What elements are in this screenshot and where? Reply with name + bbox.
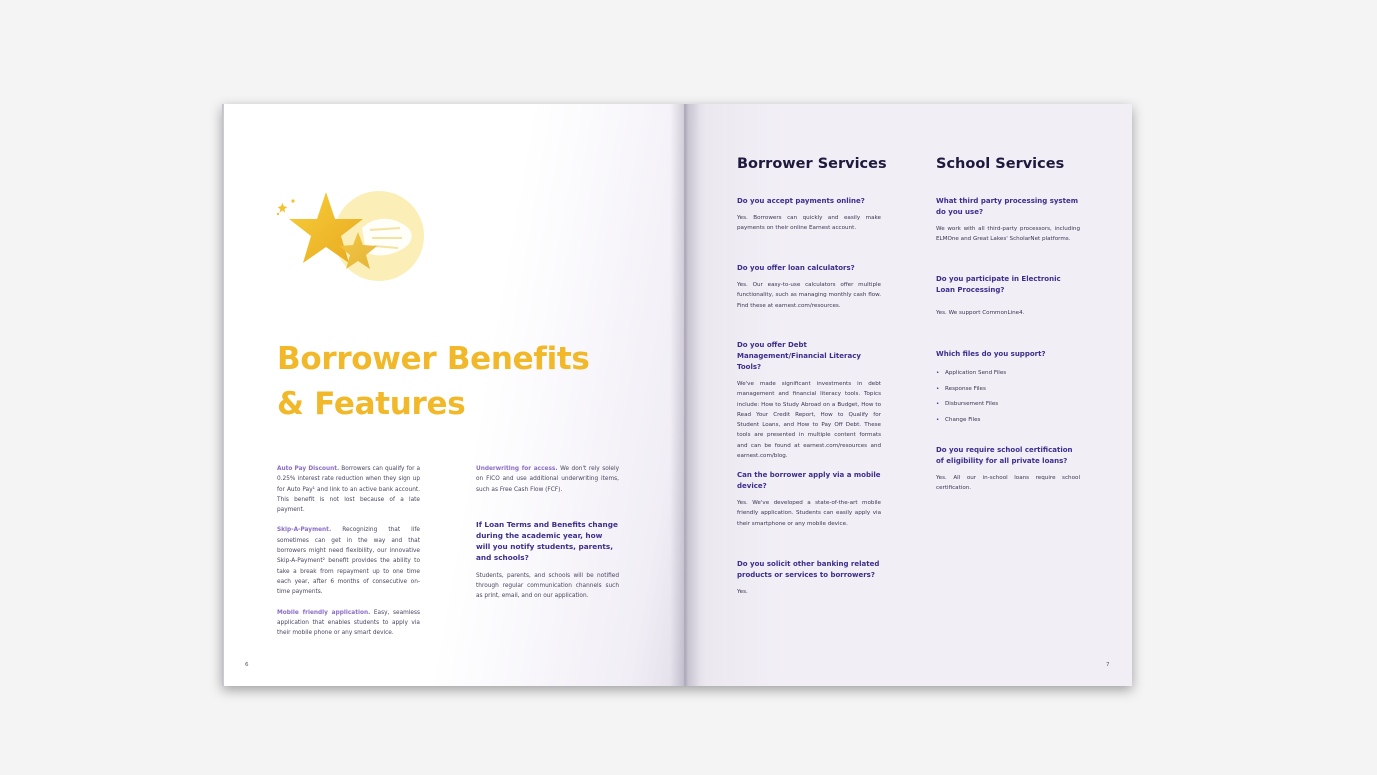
faq-loan-calculators: Do you offer loan calculators? Yes. Our easy-to-use calculators offer multiple functionality, such as managing monthly cash flow. Find these at earnest.com/resources. [737, 264, 881, 309]
answer-loan-terms: Students, parents, and schools will be notified through regular communication channels such as print, email, and on our application. [476, 572, 619, 600]
faq-payments-online: Do you accept payments online? Yes. Borrowers can quickly and easily make payments on their online Earnest account. [737, 197, 881, 232]
left-page [222, 104, 684, 686]
benefits-column-1 [277, 464, 420, 648]
faq-debt-management: Do you offer Debt Management/Financial Literacy Tools? We've made significant investments in debt management and financial literacy tools. Topics include: How to Study Abroad on a Budget, How to Read Your Credit Report, How to Qualify for Student Loans, and How to Pay Off Debt. These tools are presented in multiple content formats and can be found at earnest.com/resources and earnest.com/blog. [737, 341, 881, 460]
list-item: • Application Send Files [936, 366, 1080, 382]
faq-third-party-processing: What third party processing system do you use? We work with all third-party processors, including ELMOne and Great Lakes' ScholarNet platforms. [936, 197, 1080, 243]
page-number-left: 6 [245, 662, 249, 668]
supported-files-list [936, 366, 1080, 428]
title-line-2: & Features [277, 386, 466, 422]
title-line-1: Borrower Benefits [277, 341, 590, 377]
school-services-title: School Services [936, 156, 1065, 172]
page-number-right: 7 [1106, 662, 1110, 668]
right-page [684, 104, 1132, 686]
list-item: • Change Files [936, 413, 1080, 429]
page-title [277, 337, 597, 427]
faq-banking-products: Do you solicit other banking related products or services to borrowers? Yes. [737, 560, 880, 595]
benefit-skip-a-payment: Skip-A-Payment. Recognizing that life sometimes can get in the way and that borrowers might need flexibility, our innovative Skip-A-Payment² benefit provides the ability to take a break from repayment up to one time each year, after 6 months of consecutive on-time payments. [277, 527, 420, 596]
benefit-underwriting: Underwriting for access. We don't rely solely on FICO and use additional underwriting items, such as Free Cash Flow (FCF). [476, 466, 619, 493]
stars-hand-icon [274, 186, 424, 306]
list-item: • Response Files [936, 382, 1080, 398]
faq-school-certification: Do you require school certification of eligibility for all private loans? Yes. All our in-school loans require school certification. [936, 446, 1080, 492]
brochure-spread [222, 104, 1132, 686]
question-loan-terms: If Loan Terms and Benefits change during the academic year, how will you notify students, parents, and schools? [476, 519, 618, 562]
faq-mobile-device: Can the borrower apply via a mobile device? Yes. We've developed a state-of-the-art mobile friendly application. Students can easily apply via their smartphone or any mobile device. [737, 471, 881, 527]
benefits-column-2 [476, 464, 619, 612]
list-item: • Disbursement Files [936, 397, 1080, 413]
faq-electronic-loan-processing: Do you participate in Electronic Loan Processing? Yes. We support CommonLine4. [936, 275, 1061, 316]
faq-supported-files: Which files do you support? • Application Send Files • Response Files • Disbursement Files • Change Files [936, 349, 1080, 428]
borrower-services-title: Borrower Services [737, 156, 887, 172]
benefit-mobile-application: Mobile friendly application. Easy, seamless application that enables students to apply via their mobile phone or any smart device. [277, 609, 420, 637]
benefit-auto-pay: Auto Pay Discount. Borrowers can qualify for a 0.25% interest rate reduction when they sign up for Auto Pay¹ and link to an active bank account. This benefit is not lost because of a late payment. [277, 466, 421, 514]
